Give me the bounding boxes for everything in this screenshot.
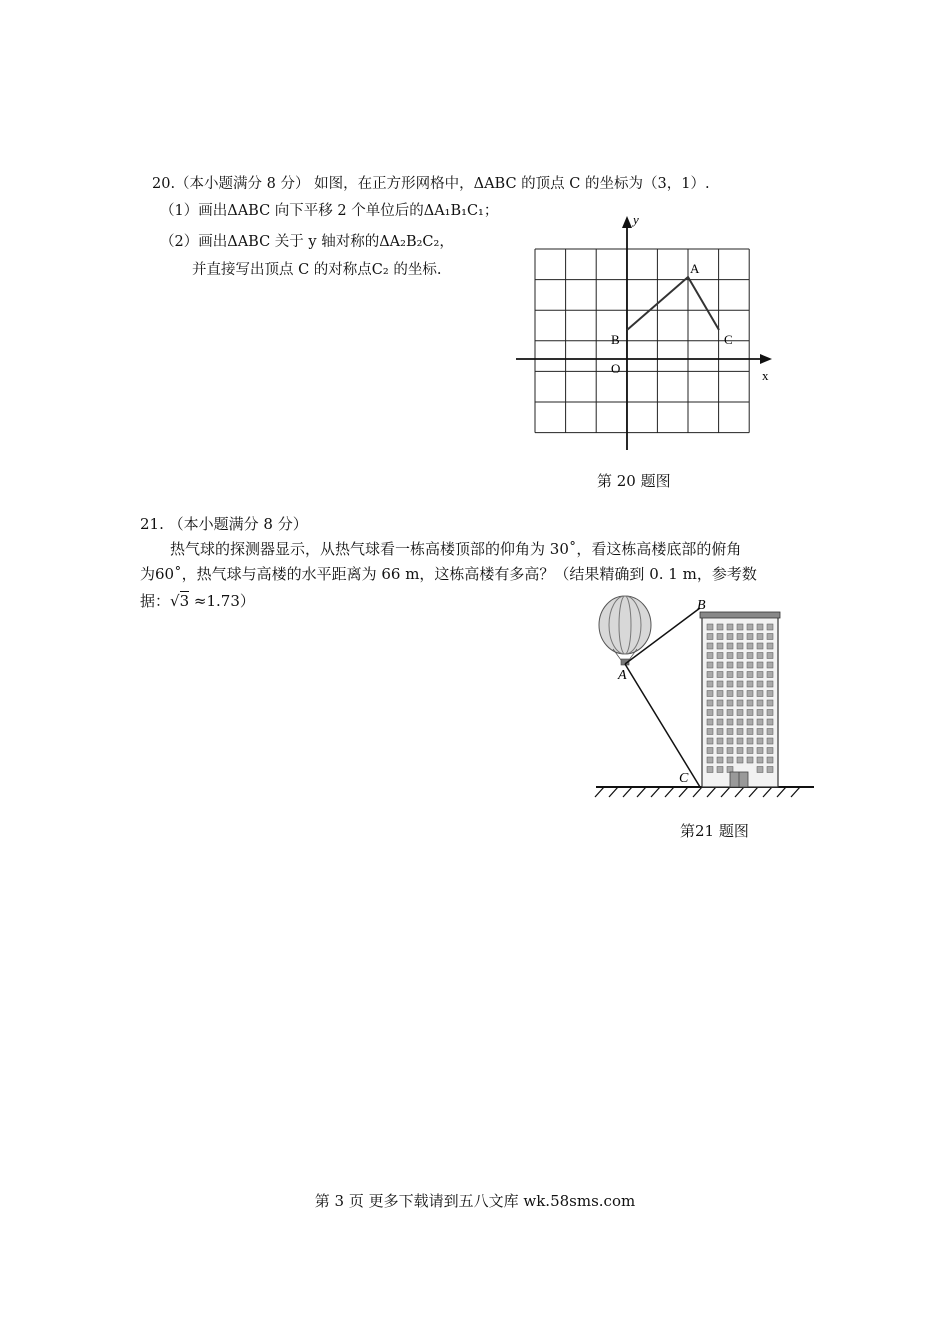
q21-line1: 热气球的探测器显示，从热气球看一栋高楼顶部的仰角为 30˚，看这栋高楼底部的俯角	[170, 540, 742, 558]
label-y: y	[633, 212, 639, 227]
q21-heading: 21. （本小题满分 8 分）	[140, 515, 308, 533]
label-c: C	[724, 332, 733, 347]
y-axis-arrow-icon	[622, 216, 632, 228]
q20-line3: （2）画出ΔABC 关于 y 轴对称的ΔA₂B₂C₂，	[160, 234, 454, 250]
building-icon	[700, 612, 780, 787]
q21-line3-suffix: ≈1.73）	[189, 592, 255, 610]
q20-line2: （1）画出ΔABC 向下平移 2 个单位后的ΔA₁B₁C₁；	[160, 203, 499, 219]
x-axis-arrow-icon	[760, 354, 772, 364]
page-footer: 第 3 页 更多下载请到五八文库 wk.58sms.com	[314, 1192, 636, 1210]
sqrt-icon: √	[170, 592, 180, 610]
q21-line3	[140, 590, 255, 611]
label-a: A	[690, 261, 700, 276]
q21-line2: 为60˚，热气球与高楼的水平距离为 66 m，这栋高楼有多高？（结果精确到 0. 1 m，参考数	[140, 565, 757, 583]
ground-hatching	[595, 787, 800, 797]
label-b: B	[611, 332, 620, 347]
q21-line3-prefix: 据：	[140, 592, 171, 610]
line-ac	[625, 664, 700, 787]
q20-grid-figure	[510, 210, 780, 450]
label-o: O	[611, 361, 621, 376]
q20-line1: 20.（本小题满分 8 分） 如图，在正方形网格中，ΔABC 的顶点 C 的坐标为（3，1）.	[152, 176, 710, 192]
q21-caption: 第21 题图	[680, 822, 749, 840]
hot-air-balloon-icon	[599, 596, 651, 665]
q20-line4: 并直接写出顶点 C 的对称点C₂ 的坐标.	[192, 262, 442, 278]
label-c: C	[679, 771, 689, 786]
label-b: B	[697, 598, 706, 613]
label-x: x	[762, 368, 769, 383]
q21-figure	[590, 590, 820, 805]
triangle-abc	[627, 277, 719, 330]
q21-radicand: 3	[179, 592, 190, 610]
grid-lines	[535, 249, 749, 433]
label-a: A	[618, 668, 627, 683]
q20-caption: 第 20 题图	[597, 472, 671, 490]
